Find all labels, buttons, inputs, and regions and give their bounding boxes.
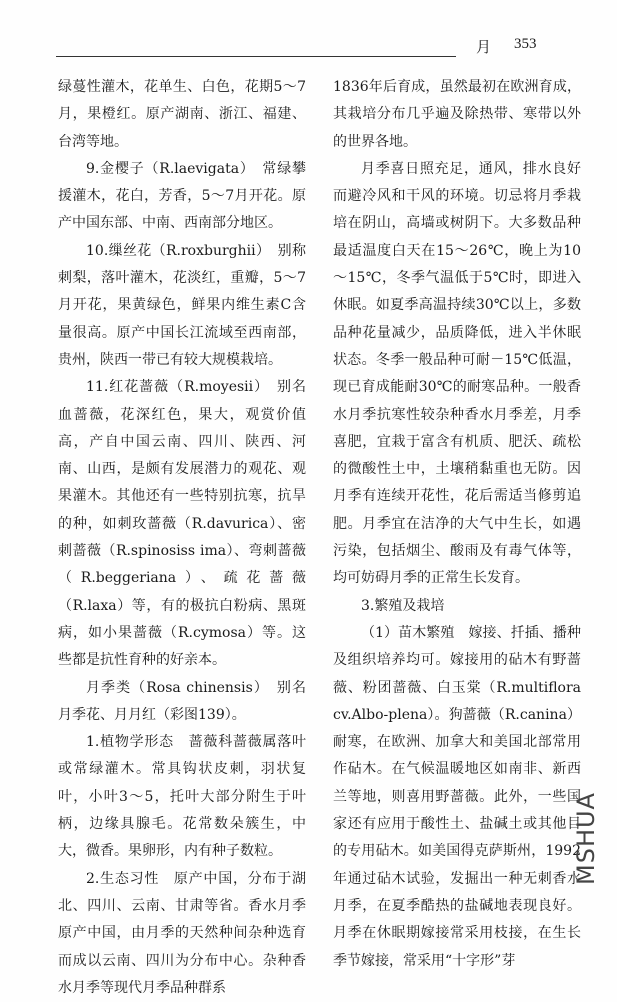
watermark: MSHUA <box>572 792 600 885</box>
paragraph: 11.红花蔷薇（R.moyesii） 别名血蔷薇，花深红色，果大，观赏价值高，产自中国云南、四川、陕西、河南、山西，是颇有发展潜力的观花、观果灌木。其他还有一些特别抗寒，抗旱的种，如刺玫蔷薇（R.davurica）、密刺蔷薇（R.spinosiss ima）、弯刺蔷薇（R.beggeriana）、疏花蔷薇（R.laxa）等，有的极抗白粉病、黑斑病，如小果蔷薇（R.cymosa）等。这些都是抗性育种的好亲本。 <box>58 379 306 669</box>
running-header <box>56 36 587 60</box>
right-column <box>333 74 581 975</box>
paragraph: 10.缫丝花（R.roxburghii） 别称刺梨，落叶灌木，花淡红，重瓣，5～7月开花，果黄绿色，鲜果内维生素C含量很高。原产中国长江流域至西南部，贵州，陕西一带已有较大规模栽培。 <box>58 242 306 368</box>
paragraph: 月季喜日照充足，通风，排水良好而避冷风和干风的环境。切忌将月季栽培在阴山，高墙或树阴下。大多数品种最适温度白天在15～26℃，晚上为10～15℃，冬季气温低于5℃时，即进入休眠。如夏季高温持续30℃以上，多数品种花量减少，品质降低，进入半休眠状态。冬季一般品种可耐－15℃低温，现已育成能耐30℃的耐寒品种。一般香水月季抗寒性较杂种香水月季差，月季喜肥，宜栽于富含有机质、肥沃、疏松的微酸性土中，土壤稍黏重也无防。因月季有连续开花性，花后需适当修剪追肥。月季宜在洁净的大气中生长，如遇污染，包括烟尘、酸雨及有毒气体等，均可妨碍月季的正常生长发育。 <box>333 160 581 587</box>
paragraph: 1836年后育成，虽然最初在欧洲育成，其栽培分布几乎遍及除热带、寒带以外的世界各地。 <box>333 79 581 150</box>
paragraph: 月季类（Rosa chinensis） 别名月季花、月月红（彩图139）。 <box>58 679 306 723</box>
paragraph: 1.植物学形态 蔷薇科蔷薇属落叶或常绿灌木。常具钩状皮刺，羽状复叶，小叶3～5，托叶大部分附生于叶柄，边缘具腺毛。花常数朵簇生，中大，微香。果卵形，内有种子数粒。 <box>58 734 306 860</box>
header-rule <box>56 56 456 57</box>
paragraph: 9.金樱子（R.laevigata） 常绿攀援灌木，花白，芳香，5～7月开花。原产中国东部、中南、西南部分地区。 <box>58 160 306 232</box>
paragraph: 绿蔓性灌木，花单生、白色，花期5～7月，果橙红。原产湖南、浙江、福建、台湾等地。 <box>58 79 306 150</box>
paragraph: 3.繁殖及栽培 <box>361 597 445 614</box>
page-number: 353 <box>514 36 537 52</box>
header-section: 月 <box>476 38 492 56</box>
paragraph: 2.生态习性 原产中国，分布于湖北、四川、云南、甘肃等省。香水月季原产中国，由月季的天然种间杂种选育而成以云南、四川为分布中心。杂种香水月季等现代月季品种群系 <box>58 870 306 996</box>
left-column <box>58 74 306 1002</box>
paragraph: （1）苗木繁殖 嫁接、扦插、播种及组织培养均可。嫁接用的砧木有野蔷薇、粉团蔷薇、白玉棠（R.multiflora cv.Albo-plena）。狗蔷薇（R.canina）耐寒，在欧洲、加拿大和美国北部常用作砧木。在气候温暖地区如南非、新西兰等地，则喜用野蔷薇。此外，一些国家还有应用于酸性土、盐碱土或其他目的专用砧木。如美国得克萨斯州，1992年通过砧木试验，发掘出一种无刺香水月季，在夏季酷热的盐碱地表现良好。月季在休眠期嫁接常采用枝接，在生长季节嫁接，常采用“十字形”芽 <box>333 624 581 969</box>
